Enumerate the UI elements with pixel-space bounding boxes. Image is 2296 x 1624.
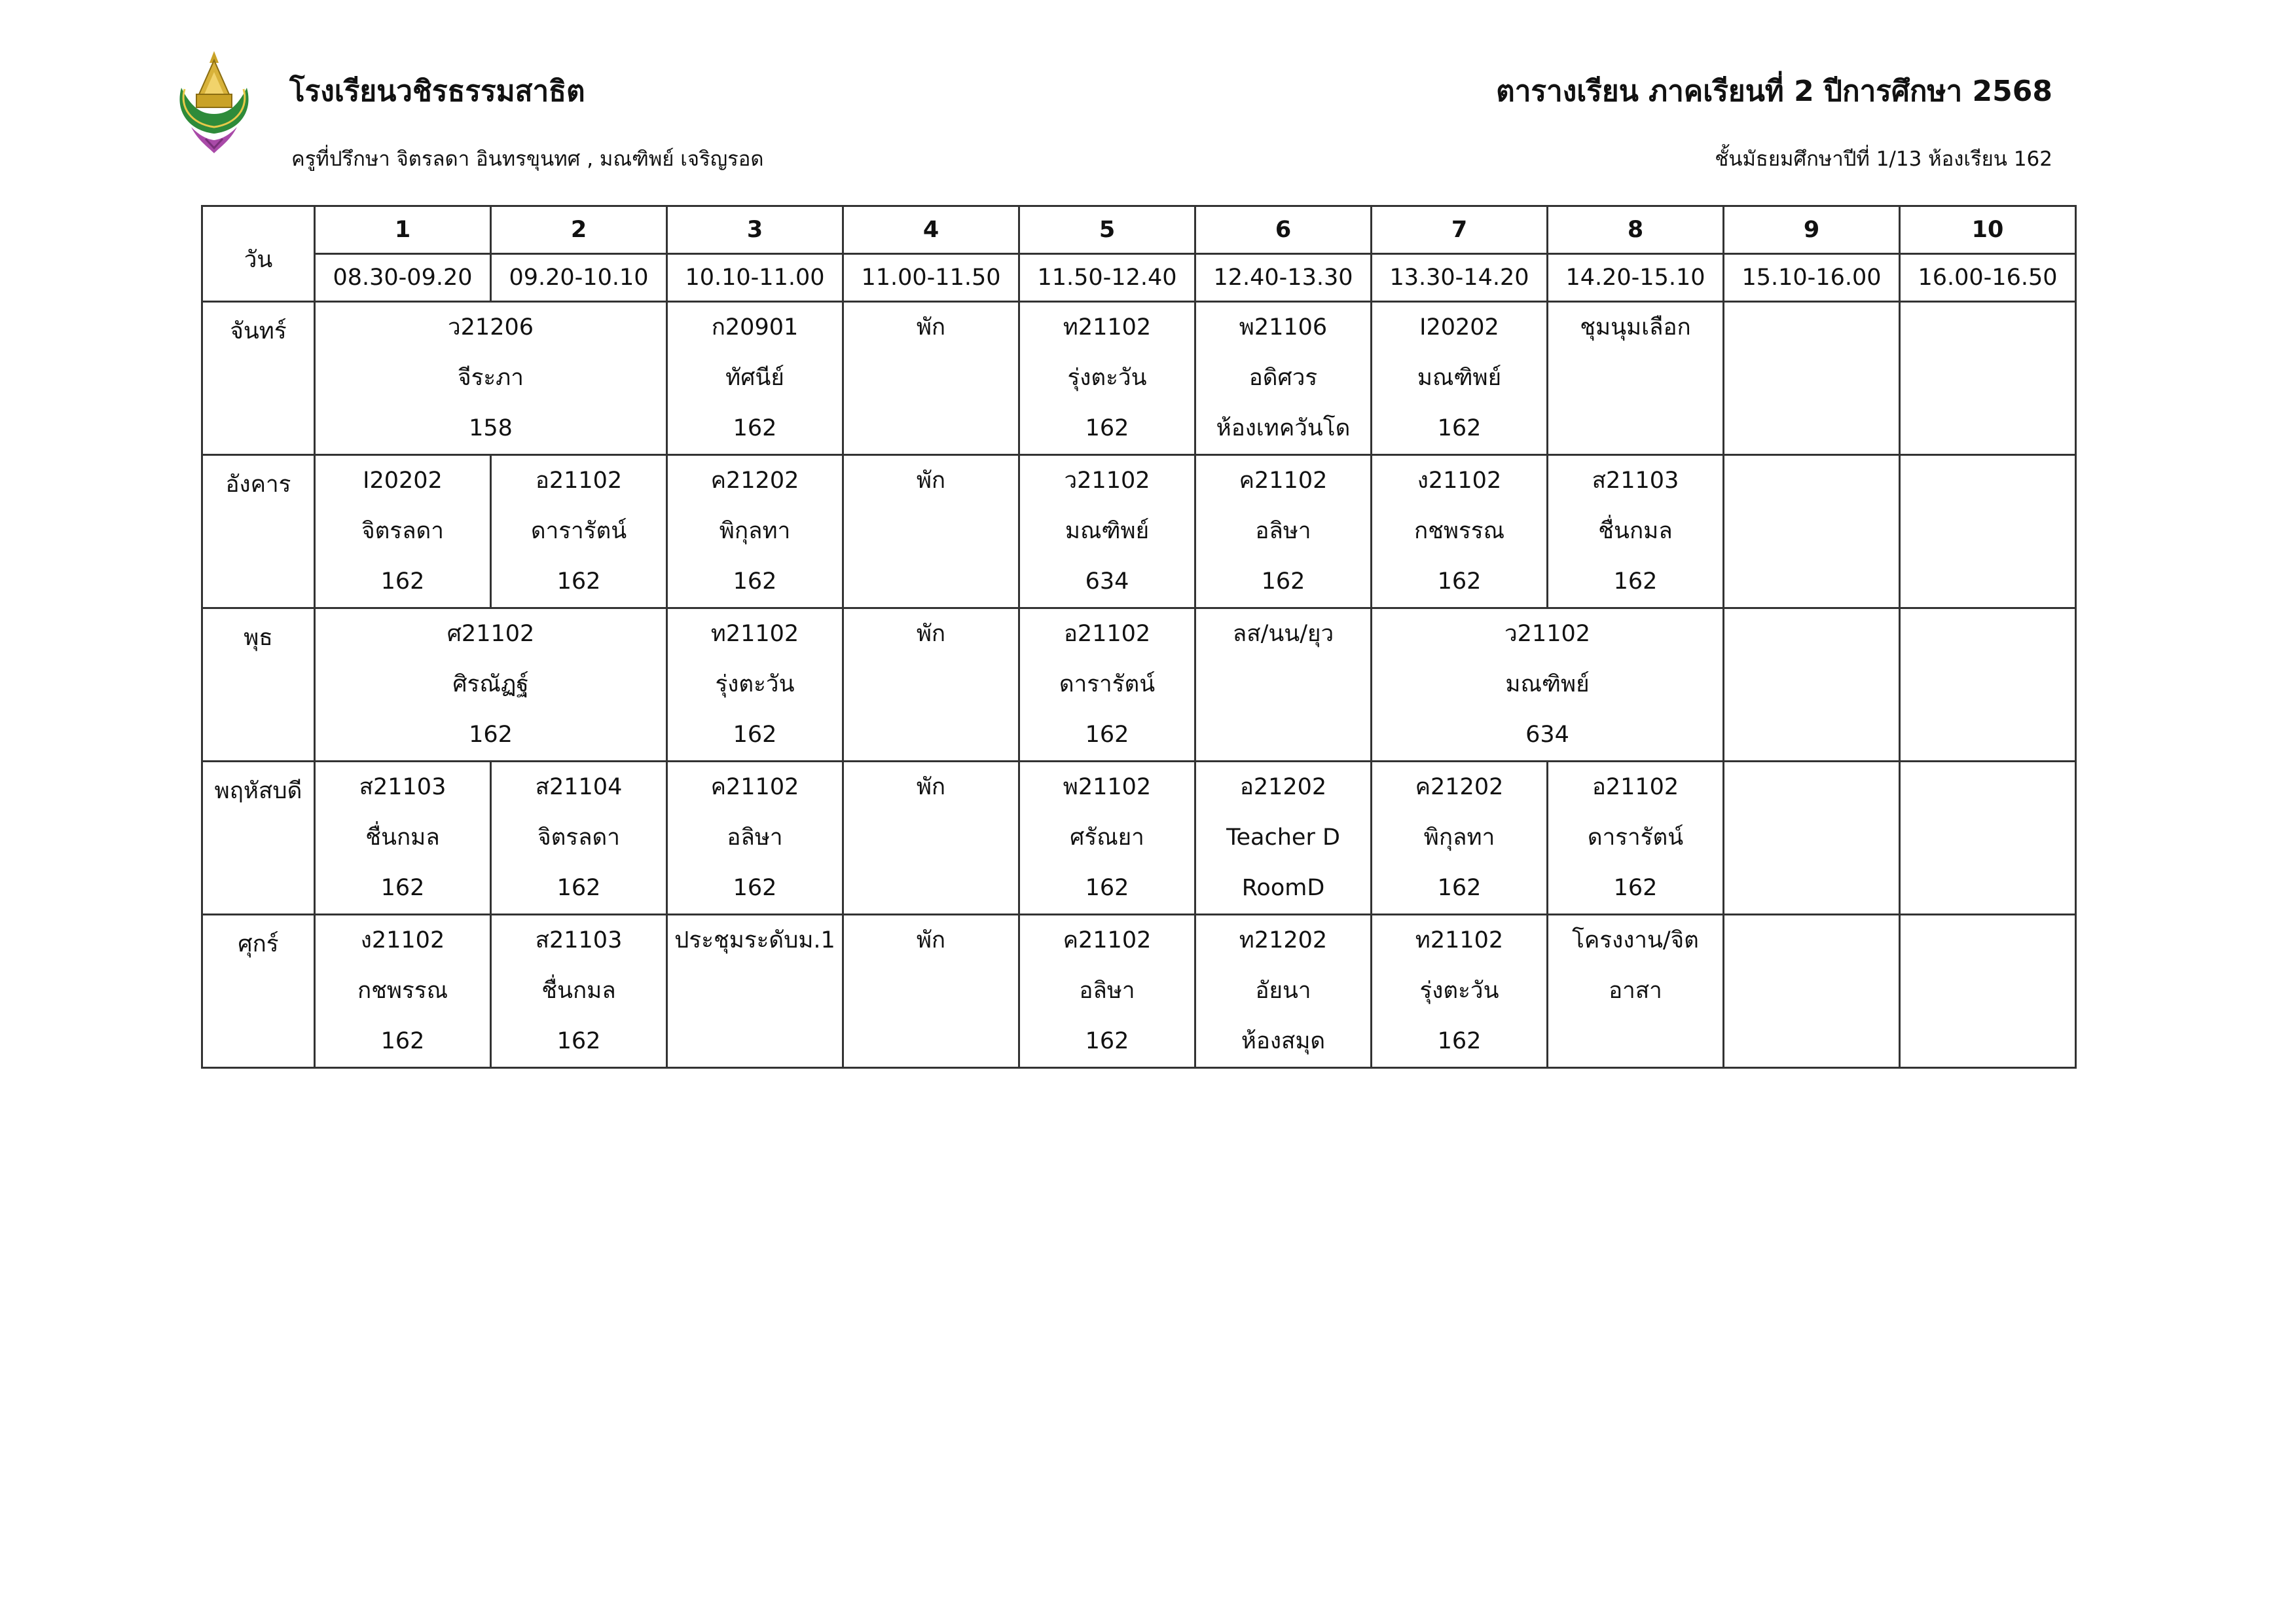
- subject-teacher: อลิษา: [1255, 518, 1311, 544]
- subject-room: 162: [733, 875, 777, 901]
- subject-teacher: ดารารัตน์: [1059, 671, 1156, 697]
- subject-teacher: อลิษา: [727, 824, 783, 851]
- class-cell: [667, 915, 843, 1068]
- day-name: ศุกร์: [202, 915, 315, 1068]
- period-time: 14.20-15.10: [1548, 254, 1724, 302]
- class-cell: [315, 915, 491, 1068]
- timetable: [201, 205, 2077, 1069]
- subject-room: ห้องเทควันโด: [1216, 415, 1351, 441]
- period-number: 6: [1195, 206, 1372, 254]
- subject-teacher: ชื่นกมล: [541, 978, 616, 1004]
- subject-room: 162: [1261, 568, 1305, 595]
- period-number: 5: [1019, 206, 1195, 254]
- subject-teacher: พิกุลทา: [1423, 824, 1495, 851]
- period-number: 9: [1724, 206, 1900, 254]
- period-number: 7: [1372, 206, 1548, 254]
- day-row: [202, 608, 2076, 762]
- subject-room: 162: [556, 568, 601, 595]
- class-cell: [1372, 302, 1548, 455]
- subject-teacher: มณฑิพย์: [1505, 671, 1590, 697]
- subject-teacher: มณฑิพย์: [1065, 518, 1150, 544]
- class-cell: [315, 762, 491, 915]
- class-cell: [1724, 302, 1900, 455]
- subject-teacher: กชพรรณ: [1413, 518, 1505, 544]
- subject-room: [1901, 710, 2075, 760]
- subject-room: 162: [556, 875, 601, 901]
- subject-code: [1724, 456, 1899, 506]
- subject-code: พ21106: [1239, 314, 1328, 341]
- subject-teacher: [844, 966, 1018, 1016]
- class-cell: [1195, 762, 1372, 915]
- subject-teacher: รุ่งตะวัน: [1419, 978, 1499, 1004]
- subject-room: 162: [556, 1028, 601, 1054]
- class-cell: [667, 302, 843, 455]
- subject-room: 162: [469, 722, 513, 748]
- subject-code: [1901, 303, 2075, 353]
- class-cell: [1019, 608, 1195, 762]
- day-row: [202, 762, 2076, 915]
- subject-room: [844, 1016, 1018, 1067]
- period-time: 12.40-13.30: [1195, 254, 1372, 302]
- subject-teacher: จิตรลดา: [538, 824, 620, 851]
- period-time: 16.00-16.50: [1900, 254, 2076, 302]
- subject-teacher: อัยนา: [1255, 978, 1311, 1004]
- subject-teacher: [1901, 813, 2075, 863]
- subject-code: อ21102: [535, 468, 623, 494]
- period-time: 13.30-14.20: [1372, 254, 1548, 302]
- subject-code: ส21103: [535, 927, 623, 953]
- subject-teacher: พิกุลทา: [719, 518, 791, 544]
- day-name: พุธ: [202, 608, 315, 762]
- subject-code: [1724, 303, 1899, 353]
- subject-code: ท21102: [710, 621, 799, 647]
- subject-room: 162: [733, 415, 777, 441]
- period-number: 1: [315, 206, 491, 254]
- subject-room: [844, 863, 1018, 913]
- subject-teacher: [1724, 659, 1899, 710]
- day-row: [202, 915, 2076, 1068]
- subject-code: ว21102: [1064, 468, 1150, 494]
- subject-room: [1724, 557, 1899, 607]
- subject-teacher: [1901, 659, 2075, 710]
- subject-room: [1724, 863, 1899, 913]
- subject-teacher: [1901, 353, 2075, 403]
- subject-room: RoomD: [1241, 875, 1325, 901]
- subject-teacher: [1724, 813, 1899, 863]
- schedule-title: ตารางเรียน ภาคเรียนที่ 2 ปีการศึกษา 2568: [1496, 75, 2052, 108]
- class-cell: [843, 915, 1019, 1068]
- class-cell: [1900, 608, 2076, 762]
- subject-code: ง21102: [360, 927, 445, 953]
- class-cell: [1548, 915, 1724, 1068]
- subject-code: [1901, 915, 2075, 966]
- subject-teacher: รุ่งตะวัน: [715, 671, 795, 697]
- class-cell: [1724, 608, 1900, 762]
- subject-room: [1901, 1016, 2075, 1067]
- subject-code: ชุมนุมเลือก: [1580, 314, 1691, 341]
- subject-code: ว21102: [1504, 621, 1590, 647]
- class-cell: [1195, 608, 1372, 762]
- subject-room: [1548, 1016, 1722, 1067]
- period-time: 11.50-12.40: [1019, 254, 1195, 302]
- subject-code: พัก: [916, 927, 946, 953]
- period-number: 2: [491, 206, 667, 254]
- subject-teacher: ศรัณยา: [1070, 824, 1144, 851]
- subject-room: ห้องสมุด: [1241, 1028, 1326, 1054]
- subject-room: [1724, 1016, 1899, 1067]
- subject-code: อ21102: [1063, 621, 1151, 647]
- class-cell: [1195, 302, 1372, 455]
- subject-code: ค21202: [710, 468, 799, 494]
- subject-teacher: [1548, 353, 1722, 403]
- class-cell: [1724, 915, 1900, 1068]
- subject-teacher: ชื่นกมล: [365, 824, 440, 851]
- period-time: 10.10-11.00: [667, 254, 843, 302]
- subject-teacher: กชพรรณ: [357, 978, 448, 1004]
- subject-room: 162: [1437, 568, 1482, 595]
- class-cell: [843, 762, 1019, 915]
- class-cell: [667, 455, 843, 608]
- day-name: อังคาร: [202, 455, 315, 608]
- class-cell: [1548, 455, 1724, 608]
- subject-code: [1901, 609, 2075, 659]
- subject-code: I20202: [363, 468, 443, 494]
- subject-code: โครงงาน/จิต: [1572, 927, 1699, 953]
- period-number: 3: [667, 206, 843, 254]
- class-cell: [843, 455, 1019, 608]
- subject-room: 162: [1085, 1028, 1129, 1054]
- class-cell: [1019, 455, 1195, 608]
- subject-room: 162: [1085, 875, 1129, 901]
- subject-teacher: [844, 506, 1018, 557]
- subject-room: [1196, 710, 1370, 760]
- subject-teacher: [844, 813, 1018, 863]
- subject-code: ศ21102: [446, 621, 535, 647]
- class-cell: [1900, 762, 2076, 915]
- day-row: [202, 302, 2076, 455]
- subject-room: 162: [1085, 722, 1129, 748]
- class-cell: [1372, 915, 1548, 1068]
- class-cell: [315, 608, 667, 762]
- subject-teacher: [1724, 353, 1899, 403]
- subject-teacher: อาสา: [1609, 978, 1662, 1004]
- class-cell: [491, 455, 667, 608]
- subject-code: ส21103: [359, 774, 446, 800]
- subject-teacher: มณฑิพย์: [1417, 365, 1502, 391]
- subject-code: ลส/นน/ยุว: [1232, 621, 1334, 647]
- subject-teacher: [1901, 506, 2075, 557]
- subject-room: 162: [1437, 415, 1482, 441]
- subject-room: 162: [1437, 875, 1482, 901]
- subject-teacher: อลิษา: [1079, 978, 1135, 1004]
- day-row: [202, 455, 2076, 608]
- period-time: 15.10-16.00: [1724, 254, 1900, 302]
- subject-code: พ21102: [1063, 774, 1152, 800]
- subject-teacher: จีระภา: [458, 365, 524, 391]
- subject-code: ประชุมระดับม.1: [674, 927, 835, 953]
- class-cell: [1195, 915, 1372, 1068]
- subject-code: ท21202: [1239, 927, 1328, 953]
- subject-room: 162: [733, 568, 777, 595]
- class-cell: [1195, 455, 1372, 608]
- subject-code: อ21102: [1592, 774, 1679, 800]
- class-cell: [1900, 915, 2076, 1068]
- subject-teacher: [1901, 966, 2075, 1016]
- subject-code: ท21102: [1063, 314, 1152, 341]
- subject-room: 162: [380, 875, 425, 901]
- subject-code: ส21104: [535, 774, 623, 800]
- subject-code: [1724, 915, 1899, 966]
- subject-room: [844, 403, 1018, 454]
- subject-code: ท21102: [1415, 927, 1504, 953]
- subject-room: [844, 710, 1018, 760]
- subject-room: 634: [1525, 722, 1569, 748]
- class-cell: [491, 762, 667, 915]
- subject-code: ค21202: [1415, 774, 1504, 800]
- subject-room: 634: [1085, 568, 1129, 595]
- class-cell: [1019, 762, 1195, 915]
- subject-room: [1724, 403, 1899, 454]
- subject-teacher: จิตรลดา: [361, 518, 444, 544]
- subject-teacher: ศิรณัฏฐ์: [452, 671, 529, 697]
- day-name: จันทร์: [202, 302, 315, 455]
- class-cell: [1019, 915, 1195, 1068]
- subject-teacher: อดิศวร: [1248, 365, 1318, 391]
- class-cell: [1724, 762, 1900, 915]
- subject-room: 162: [1437, 1028, 1482, 1054]
- school-name: โรงเรียนวชิรธรรมสาธิต: [289, 75, 585, 108]
- subject-code: I20202: [1419, 314, 1499, 341]
- subject-teacher: [1724, 506, 1899, 557]
- class-cell: [667, 608, 843, 762]
- subject-room: 158: [469, 415, 513, 441]
- subject-teacher: [844, 353, 1018, 403]
- class-cell: [1372, 762, 1548, 915]
- subject-room: [1901, 403, 2075, 454]
- class-cell: [491, 915, 667, 1068]
- subject-code: ส21103: [1592, 468, 1679, 494]
- class-cell: [1372, 455, 1548, 608]
- day-column-header: วัน: [202, 206, 315, 302]
- subject-code: ก20901: [711, 314, 799, 341]
- class-cell: [1900, 302, 2076, 455]
- advisors-line: ครูที่ปรึกษา จิตรลดา อินทรขุนทศ , มณฑิพย์ เจริญรอด: [291, 147, 764, 171]
- period-number: 10: [1900, 206, 2076, 254]
- subject-teacher: [844, 659, 1018, 710]
- subject-teacher: ชื่นกมล: [1598, 518, 1673, 544]
- subject-code: ค21102: [1063, 927, 1152, 953]
- school-emblem-icon: [172, 48, 257, 157]
- subject-room: [668, 1016, 842, 1067]
- subject-code: [1724, 609, 1899, 659]
- class-cell: [1548, 762, 1724, 915]
- period-time: 09.20-10.10: [491, 254, 667, 302]
- subject-teacher: ดารารัตน์: [1587, 824, 1684, 851]
- subject-room: 162: [733, 722, 777, 748]
- subject-room: [1901, 557, 2075, 607]
- subject-teacher: ทัศนีย์: [725, 365, 784, 391]
- subject-code: ง21102: [1417, 468, 1502, 494]
- subject-code: พัก: [916, 468, 946, 494]
- subject-room: 162: [380, 1028, 425, 1054]
- subject-room: 162: [1613, 875, 1658, 901]
- subject-code: [1901, 456, 2075, 506]
- subject-room: [1548, 403, 1722, 454]
- subject-teacher: [1724, 966, 1899, 1016]
- subject-code: ค21102: [1239, 468, 1328, 494]
- class-cell: [315, 302, 667, 455]
- subject-room: [1901, 863, 2075, 913]
- class-cell: [1548, 302, 1724, 455]
- day-name: พฤหัสบดี: [202, 762, 315, 915]
- class-cell: [843, 302, 1019, 455]
- subject-teacher: [1196, 659, 1370, 710]
- subject-code: [1901, 762, 2075, 813]
- class-cell: [1724, 455, 1900, 608]
- class-room-info: ชั้นมัธยมศึกษาปีที่ 1/13 ห้องเรียน 162: [1715, 147, 2052, 171]
- subject-teacher: [668, 966, 842, 1016]
- period-time: 08.30-09.20: [315, 254, 491, 302]
- subject-room: 162: [380, 568, 425, 595]
- class-cell: [315, 455, 491, 608]
- class-cell: [843, 608, 1019, 762]
- class-cell: [1019, 302, 1195, 455]
- subject-code: [1724, 762, 1899, 813]
- subject-teacher: รุ่งตะวัน: [1067, 365, 1147, 391]
- subject-code: พัก: [916, 314, 946, 341]
- subject-code: อ21202: [1239, 774, 1327, 800]
- class-cell: [1900, 455, 2076, 608]
- class-cell: [1372, 608, 1724, 762]
- subject-room: 162: [1085, 415, 1129, 441]
- subject-code: ค21102: [710, 774, 799, 800]
- subject-code: ว21206: [448, 314, 534, 341]
- subject-code: พัก: [916, 774, 946, 800]
- period-number: 8: [1548, 206, 1724, 254]
- subject-teacher: Teacher D: [1226, 824, 1340, 851]
- period-number: 4: [843, 206, 1019, 254]
- subject-room: [844, 557, 1018, 607]
- subject-code: พัก: [916, 621, 946, 647]
- subject-teacher: ดารารัตน์: [530, 518, 627, 544]
- subject-room: 162: [1613, 568, 1658, 595]
- subject-room: [1724, 710, 1899, 760]
- period-time: 11.00-11.50: [843, 254, 1019, 302]
- class-cell: [667, 762, 843, 915]
